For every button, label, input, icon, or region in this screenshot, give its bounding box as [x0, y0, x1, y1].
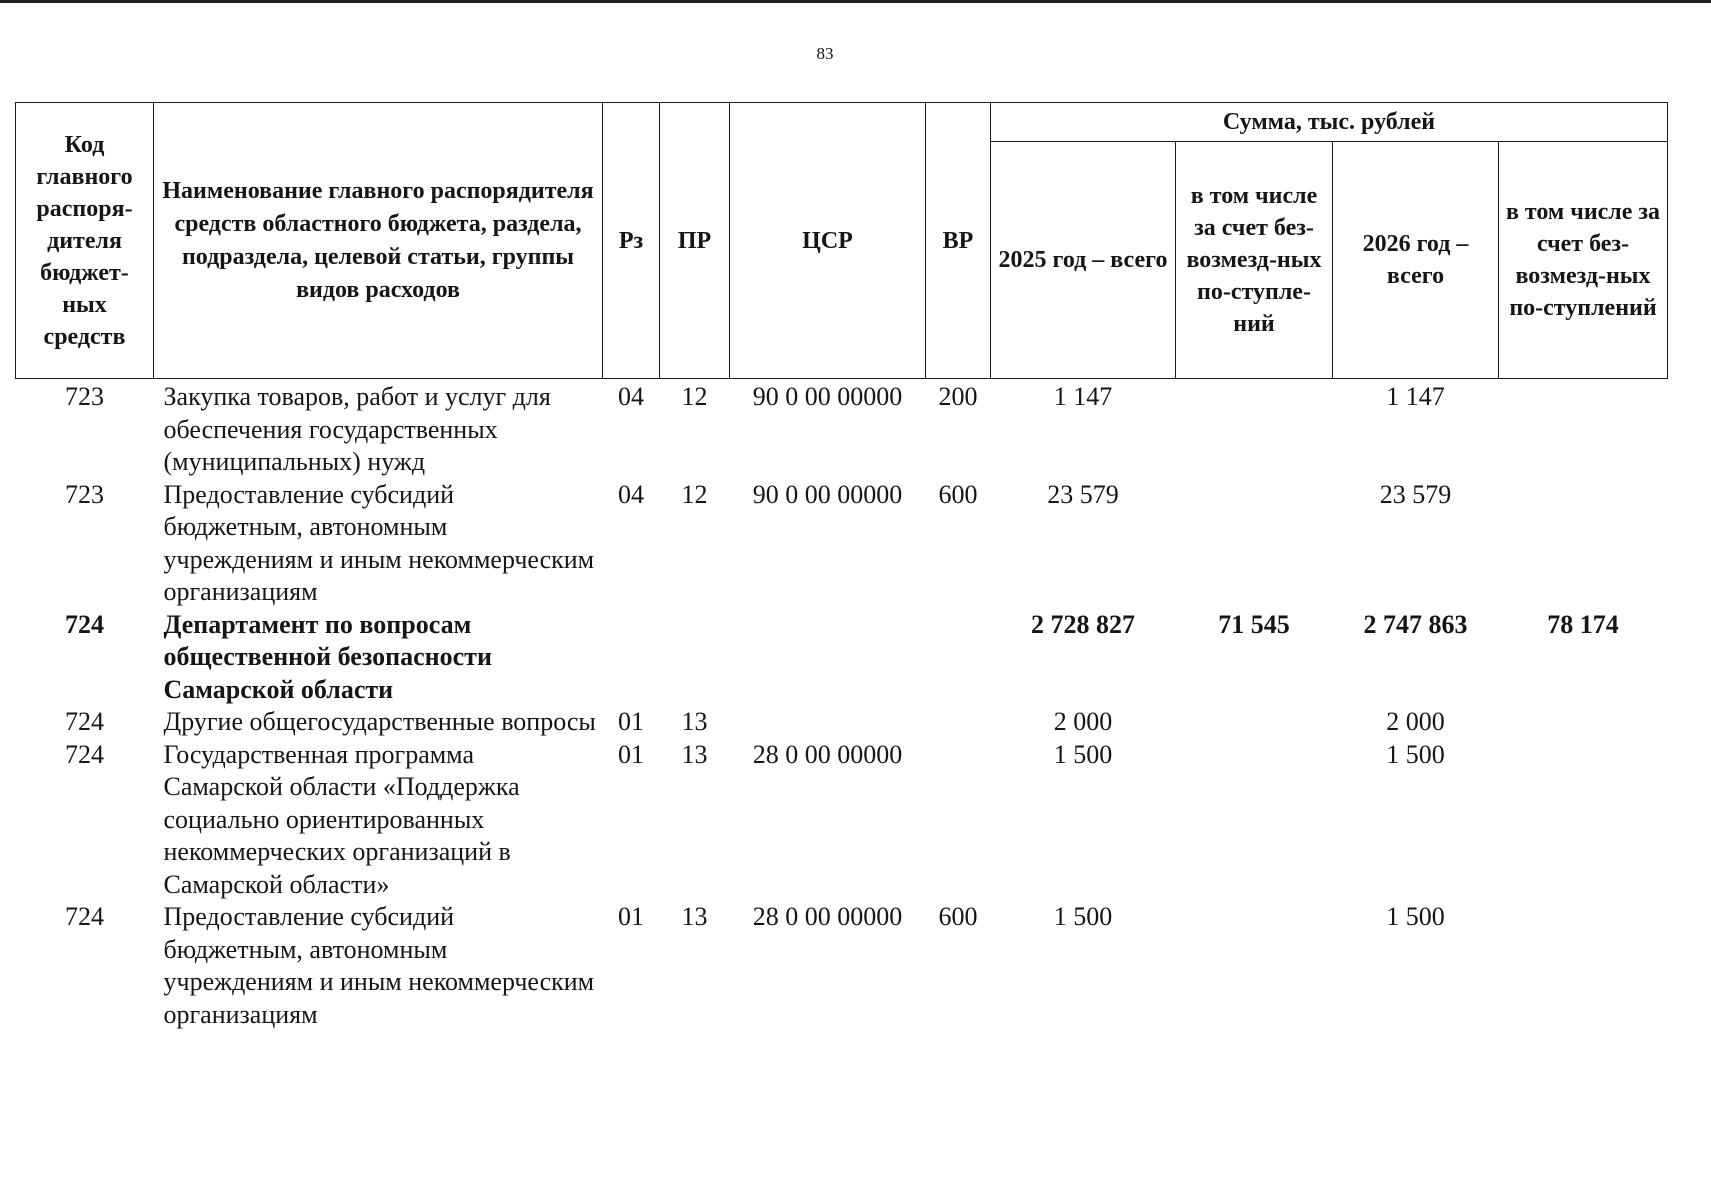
cell-2025-total: 23 579	[1047, 479, 1119, 509]
cell-2026-total: 1 500	[1386, 739, 1445, 769]
table-row	[16, 739, 1668, 902]
table-row	[16, 379, 1668, 479]
cell-2025-total: 1 147	[1053, 382, 1113, 411]
cell-name: Предоставление субсидий бюджетным, автономным учреждениям и иным некоммерческим организациям	[163, 902, 595, 1029]
cell-vr	[926, 609, 991, 707]
cell-2026-total: 2 000	[1386, 707, 1445, 736]
cell-csr: 90 0 00 00000	[752, 479, 903, 509]
header-name: Наименование главного распорядителя средств областного бюджета, раздела, подраздела, целевой статьи, группы видов расходов	[154, 103, 603, 379]
cell-2025-total: 1 500	[1053, 902, 1113, 931]
cell-vr	[926, 739, 991, 902]
cell-pr	[660, 609, 730, 707]
cell-2025-total: 2 728 827	[1031, 609, 1135, 639]
cell-rz: 04	[618, 479, 644, 509]
header-rz: Рз	[603, 103, 660, 379]
cell-2026-total: 1 147	[1386, 382, 1445, 411]
table-header	[16, 103, 1668, 379]
cell-2025-grants	[1176, 479, 1333, 609]
cell-name: Предоставление субсидий бюджетным, автономным учреждениям и иным некоммерческим организациям	[163, 479, 595, 606]
header-2026-total: 2026 год – всего	[1333, 142, 1499, 379]
cell-2026-grants	[1499, 379, 1668, 479]
cell-2026-grants	[1499, 739, 1668, 902]
cell-2026-total: 23 579	[1379, 479, 1452, 509]
cell-pr: 13	[681, 902, 708, 931]
header-2025-grants: в том числе за счет без-возмезд-ных по-ступле-ний	[1176, 142, 1333, 379]
cell-2025-total: 1 500	[1053, 739, 1113, 769]
cell-rz: 04	[618, 382, 644, 411]
cell-name: Департамент по вопросам общественной безопасности Самарской области	[163, 609, 492, 704]
table-body	[16, 379, 1668, 1032]
cell-name: Закупка товаров, работ и услуг для обеспечения государственных (муниципальных) нужд	[163, 382, 551, 476]
cell-vr: 600	[938, 479, 978, 509]
cell-2025-grants	[1176, 739, 1333, 902]
cell-rz: 01	[618, 902, 644, 931]
cell-code: 724	[65, 609, 104, 639]
cell-2025-grants	[1176, 901, 1333, 1031]
table-row	[16, 479, 1668, 609]
cell-2025-grants	[1176, 706, 1333, 739]
cell-code: 724	[65, 707, 104, 736]
cell-csr: 90 0 00 00000	[752, 382, 903, 411]
cell-vr	[926, 706, 991, 739]
cell-2025-total: 2 000	[1053, 707, 1113, 736]
cell-2026-grants	[1499, 706, 1668, 739]
cell-2026-total: 2 747 863	[1363, 609, 1468, 639]
cell-code: 723	[65, 382, 104, 411]
cell-2026-grants	[1499, 479, 1668, 609]
cell-pr: 13	[681, 739, 708, 769]
header-code: Код главного распоря-дителя бюджет-ных средств	[16, 103, 154, 379]
header-2025-total: 2025 год – всего	[991, 142, 1176, 379]
cell-name: Государственная программа Самарской области «Поддержка социально ориентированных некоммерческих организаций в Самарской области»	[163, 739, 520, 899]
cell-vr: 200	[938, 382, 978, 411]
cell-pr: 13	[681, 707, 708, 736]
budget-table	[15, 102, 1668, 1031]
table-row	[16, 706, 1668, 739]
cell-rz: 01	[618, 739, 644, 769]
cell-pr: 12	[681, 382, 708, 411]
cell-2026-grants	[1499, 901, 1668, 1031]
header-sum-group: Сумма, тыс. рублей	[991, 103, 1668, 142]
cell-code: 723	[65, 479, 104, 509]
cell-rz	[603, 609, 660, 707]
table-row-department	[16, 609, 1668, 707]
page-number: 83	[816, 44, 834, 63]
cell-vr: 600	[938, 902, 978, 931]
table-row	[16, 901, 1668, 1031]
header-pr: ПР	[660, 103, 730, 379]
cell-2025-grants: 71 545	[1218, 609, 1290, 639]
header-csr: ЦСР	[730, 103, 926, 379]
cell-2026-grants: 78 174	[1547, 609, 1619, 639]
cell-csr	[730, 609, 926, 707]
header-2026-grants: в том числе за счет без-возмезд-ных по-ступлений	[1499, 142, 1668, 379]
cell-csr: 28 0 00 00000	[752, 902, 903, 931]
cell-code: 724	[65, 739, 104, 769]
cell-code: 724	[65, 902, 104, 931]
cell-pr: 12	[681, 479, 708, 509]
cell-csr	[730, 706, 926, 739]
header-vr: ВР	[926, 103, 991, 379]
cell-2025-grants	[1176, 379, 1333, 479]
cell-rz: 01	[618, 707, 644, 736]
cell-2026-total: 1 500	[1386, 902, 1445, 931]
cell-csr: 28 0 00 00000	[752, 739, 903, 769]
top-border-line	[0, 0, 1711, 3]
cell-name: Другие общегосударственные вопросы	[163, 707, 596, 736]
